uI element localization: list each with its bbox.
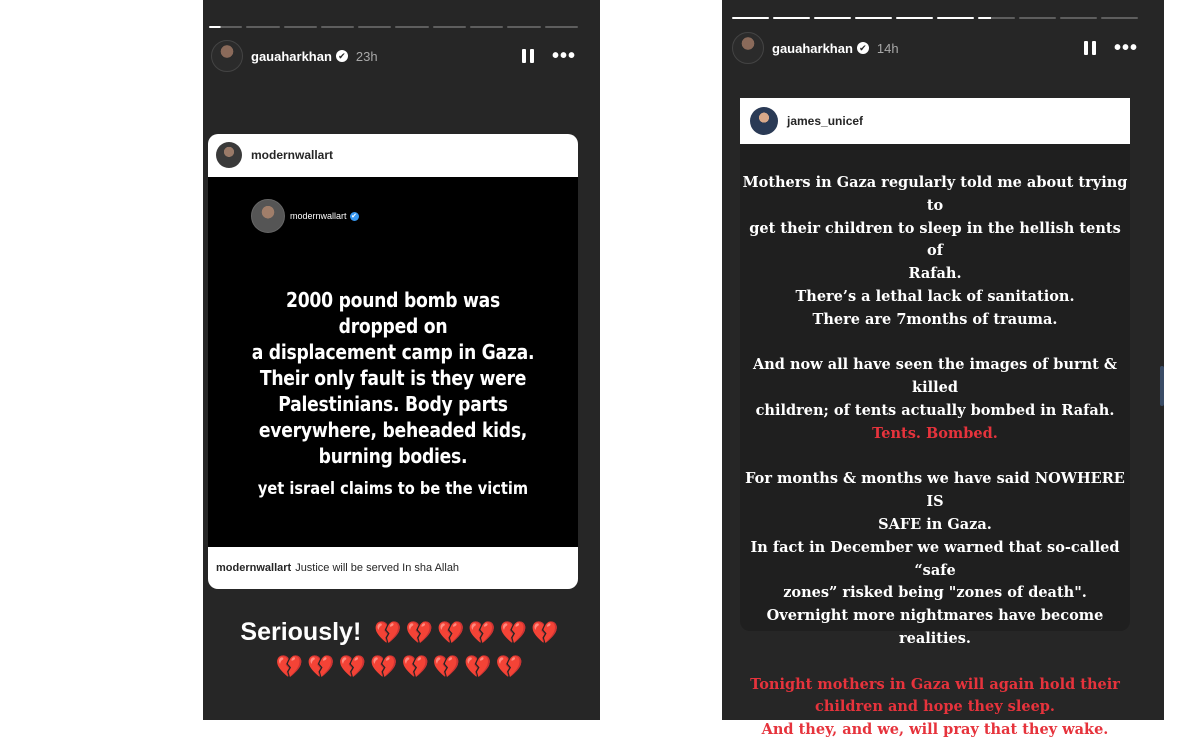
verified-badge-icon: ✔ <box>336 50 348 62</box>
story-username[interactable]: gauaharkhan <box>251 48 332 64</box>
post-image <box>208 177 578 547</box>
post-text-line: SAFE in Gaza. <box>878 515 992 533</box>
shared-post-header <box>740 98 1130 144</box>
progress-segment <box>773 17 810 19</box>
post-text-line: children and hope they sleep. <box>815 698 1055 716</box>
shared-post-avatar[interactable] <box>750 107 778 135</box>
more-options-icon[interactable]: ••• <box>1113 37 1138 59</box>
story-time: 23h <box>355 48 378 64</box>
paragraph-gap <box>740 446 1130 469</box>
post-text-line: zones” risked being "zones of death". <box>783 584 1087 602</box>
caption-author[interactable]: modernwallart <box>216 562 292 574</box>
progress-segment <box>507 26 540 28</box>
scroll-handle[interactable] <box>1160 366 1164 406</box>
progress-segment <box>978 17 1015 19</box>
story-header <box>211 40 576 72</box>
post-main-line: burning bodies. <box>318 444 468 468</box>
post-main-line: 2000 pound bomb was dropped on <box>286 288 500 338</box>
progress-segment <box>284 26 317 28</box>
shared-post-username[interactable]: modernwallart <box>251 148 334 162</box>
post-text-line: There are 7months of trauma. <box>812 310 1058 328</box>
shared-post-avatar[interactable] <box>216 142 242 168</box>
post-text-line: Tents. Bombed. <box>872 424 998 442</box>
story-header <box>732 32 1138 64</box>
post-text-line: get their children to sleep in the hellish tents of <box>749 219 1121 260</box>
avatar[interactable] <box>732 32 764 64</box>
more-options-icon[interactable]: ••• <box>551 45 576 67</box>
post-text-line: Mothers in Gaza regularly told me about trying to <box>742 174 1128 214</box>
post-text-block <box>740 172 1130 742</box>
post-sub-text: yet israel claims to be the victim <box>257 479 529 499</box>
shared-post-card[interactable] <box>740 98 1130 739</box>
post-caption <box>208 547 586 589</box>
post-main-line: Their only fault is they were <box>259 366 527 390</box>
shared-post-card[interactable] <box>208 134 578 589</box>
post-main-line: a displacement camp in Gaza. <box>251 340 535 364</box>
broken-heart-icons: 💔💔💔💔💔💔 <box>374 620 563 645</box>
story-left[interactable] <box>203 0 600 720</box>
post-text-line: children; of tents actually bombed in Rafah. <box>755 401 1115 419</box>
pause-icon[interactable] <box>1084 41 1096 55</box>
progress-segment <box>246 26 279 28</box>
post-image-avatar <box>251 199 285 233</box>
shared-post-header <box>208 134 578 176</box>
progress-segment <box>209 26 242 28</box>
progress-segment <box>1060 17 1097 19</box>
progress-segment <box>896 17 933 19</box>
progress-segment <box>321 26 354 28</box>
progress-segment <box>433 26 466 28</box>
progress-segment <box>732 17 769 19</box>
progress-segment <box>470 26 503 28</box>
progress-segment <box>855 17 892 19</box>
post-text-line: And now all have seen the images of burnt & killed <box>752 356 1117 397</box>
progress-segment <box>937 17 974 19</box>
progress-segment <box>1019 17 1056 19</box>
post-text-line: For months & months we have said NOWHERE IS <box>745 470 1125 511</box>
progress-segment <box>1101 17 1138 19</box>
progress-segment <box>814 17 851 19</box>
progress-segment <box>545 26 578 28</box>
post-image-header <box>251 199 359 233</box>
post-main-line: Palestinians. Body parts <box>278 392 508 416</box>
post-text-line: Tonight mothers in Gaza will again hold their <box>750 675 1120 693</box>
post-text-line: Overnight more nightmares have become realities. <box>766 607 1104 647</box>
story-text-sticker <box>203 614 600 651</box>
broken-heart-icons-row: 💔💔💔💔💔💔💔💔 <box>275 654 528 679</box>
story-progress-bar <box>732 17 1138 19</box>
verified-badge-icon: ✔ <box>857 42 869 54</box>
pause-icon[interactable] <box>522 49 534 63</box>
progress-segment <box>395 26 428 28</box>
post-text-line: And they, and we, will pray that they wake. <box>761 721 1109 739</box>
shared-post-username[interactable]: james_unicef <box>787 114 864 128</box>
post-main-line: everywhere, beheaded kids, <box>258 418 528 442</box>
post-text-line: In fact in December we warned that so-called “safe <box>750 538 1120 579</box>
avatar[interactable] <box>211 40 243 72</box>
post-text-line: Rafah. <box>908 265 962 283</box>
post-text-line: There’s a lethal lack of sanitation. <box>795 287 1075 305</box>
post-main-text <box>246 287 540 469</box>
caption-text: Justice will be served In sha Allah <box>295 562 460 574</box>
story-username[interactable]: gauaharkhan <box>772 40 853 56</box>
paragraph-gap <box>740 651 1130 674</box>
sticker-text: Seriously! <box>240 618 362 646</box>
verified-badge-icon: ✔ <box>351 212 357 220</box>
paragraph-gap <box>740 332 1130 355</box>
story-time: 14h <box>876 40 899 56</box>
progress-segment <box>358 26 391 28</box>
post-image-username: modernwallart <box>290 211 347 221</box>
story-progress-bar <box>209 26 578 28</box>
story-right[interactable] <box>722 0 1164 739</box>
